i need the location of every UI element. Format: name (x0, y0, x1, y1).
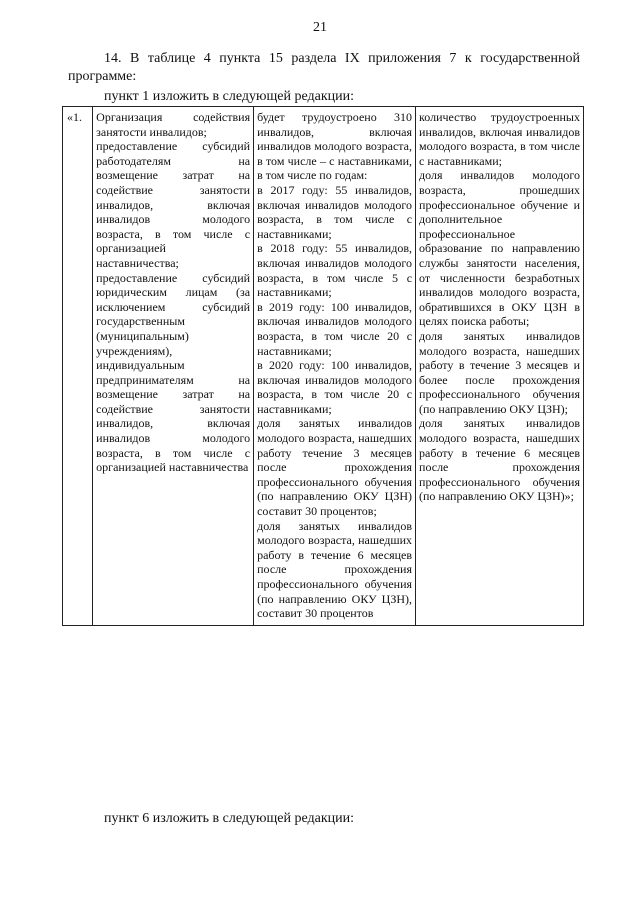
table-row (63, 107, 584, 626)
result-text: в 2017 году: 55 инвалидов, включая инвалидов молодого возраста, в том числе с наставниками; (257, 182, 413, 241)
result-text: в 2020 году: 100 инвалидов, включая инвалидов молодого возраста, в том числе 20 с наставниками; (257, 358, 413, 416)
result-text: будет трудоустроено 310 инвалидов, включая инвалидов молодого возраста, в том числе – с наставниками, в том числе по годам: (257, 110, 413, 183)
result-text: доля занятых инвалидов молодого возраста, нашедших работу течение 3 месяцев после прохождения профессионального обучения (по направлению ОКУ ЦЗН) составит 30 процентов; (257, 416, 413, 519)
result-text: в 2018 году: 55 инвалидов, включая инвалидов молодого возраста, в том числе 5 с наставниками; (257, 241, 413, 300)
expected-result-cell (254, 107, 416, 626)
activity-text: Организация содействия занятости инвалидов; (96, 110, 251, 139)
activity-text: предоставление субсидий юридическим лицам (за исключением субсидий государственным (муниципальным) учреждениям), индивидуальным предпринимателям на возмещение затрат на содействие занятости инвалидов, включая инвалидов молодого возраста, в том числе с организацией наставничества (96, 270, 251, 475)
indicator-text: доля занятых инвалидов молодого возраста, нашедших работу в течение 3 месяцев и более после прохождения профессионального обучения (по направлению ОКУ ЦЗН); (419, 328, 580, 416)
activity-cell (93, 107, 254, 626)
activity-text: предоставление субсидий работодателям на возмещение затрат на содействие занятости инвалидов, включая инвалидов молодого возраста, в том числе с организацией наставничества; (96, 139, 251, 270)
result-text: доля занятых инвалидов молодого возраста, нашедших работу в течение 6 месяцев после прохождения профессионального обучения (по направлению ОКУ ЦЗН), составит 30 процентов (257, 518, 413, 621)
row-number: «1. (63, 107, 93, 626)
amendment-table (62, 106, 584, 626)
instruction-item-1: пункт 1 изложить в следующей редакции: (104, 89, 354, 104)
indicator-text: доля занятых инвалидов молодого возраста, нашедших работу в течение 6 месяцев после прохождения профессионального обучения (по направлению ОКУ ЦЗН)»; (419, 416, 580, 504)
indicator-text: количество трудоустроенных инвалидов, включая инвалидов молодого возраста, в том числе с наставниками; (419, 110, 580, 168)
indicator-text: доля инвалидов молодого возраста, прошедших профессиональное обучение и дополнительное профессиональное образование по направлению службы занятости населения, от численности безработных инвалидов молодого возраста, обратившихся в ОКУ ЦЗН в целях поиска работы; (419, 168, 580, 329)
instruction-item-2: пункт 6 изложить в следующей редакции: (104, 811, 354, 826)
page-number: 21 (313, 20, 327, 35)
indicator-cell (416, 107, 584, 626)
intro-paragraph: 14. В таблице 4 пункта 15 раздела IX приложения 7 к государственной программе: (68, 51, 580, 84)
result-text: в 2019 году: 100 инвалидов, включая инвалидов молодого возраста, в том числе 20 с наставниками; (257, 299, 413, 358)
